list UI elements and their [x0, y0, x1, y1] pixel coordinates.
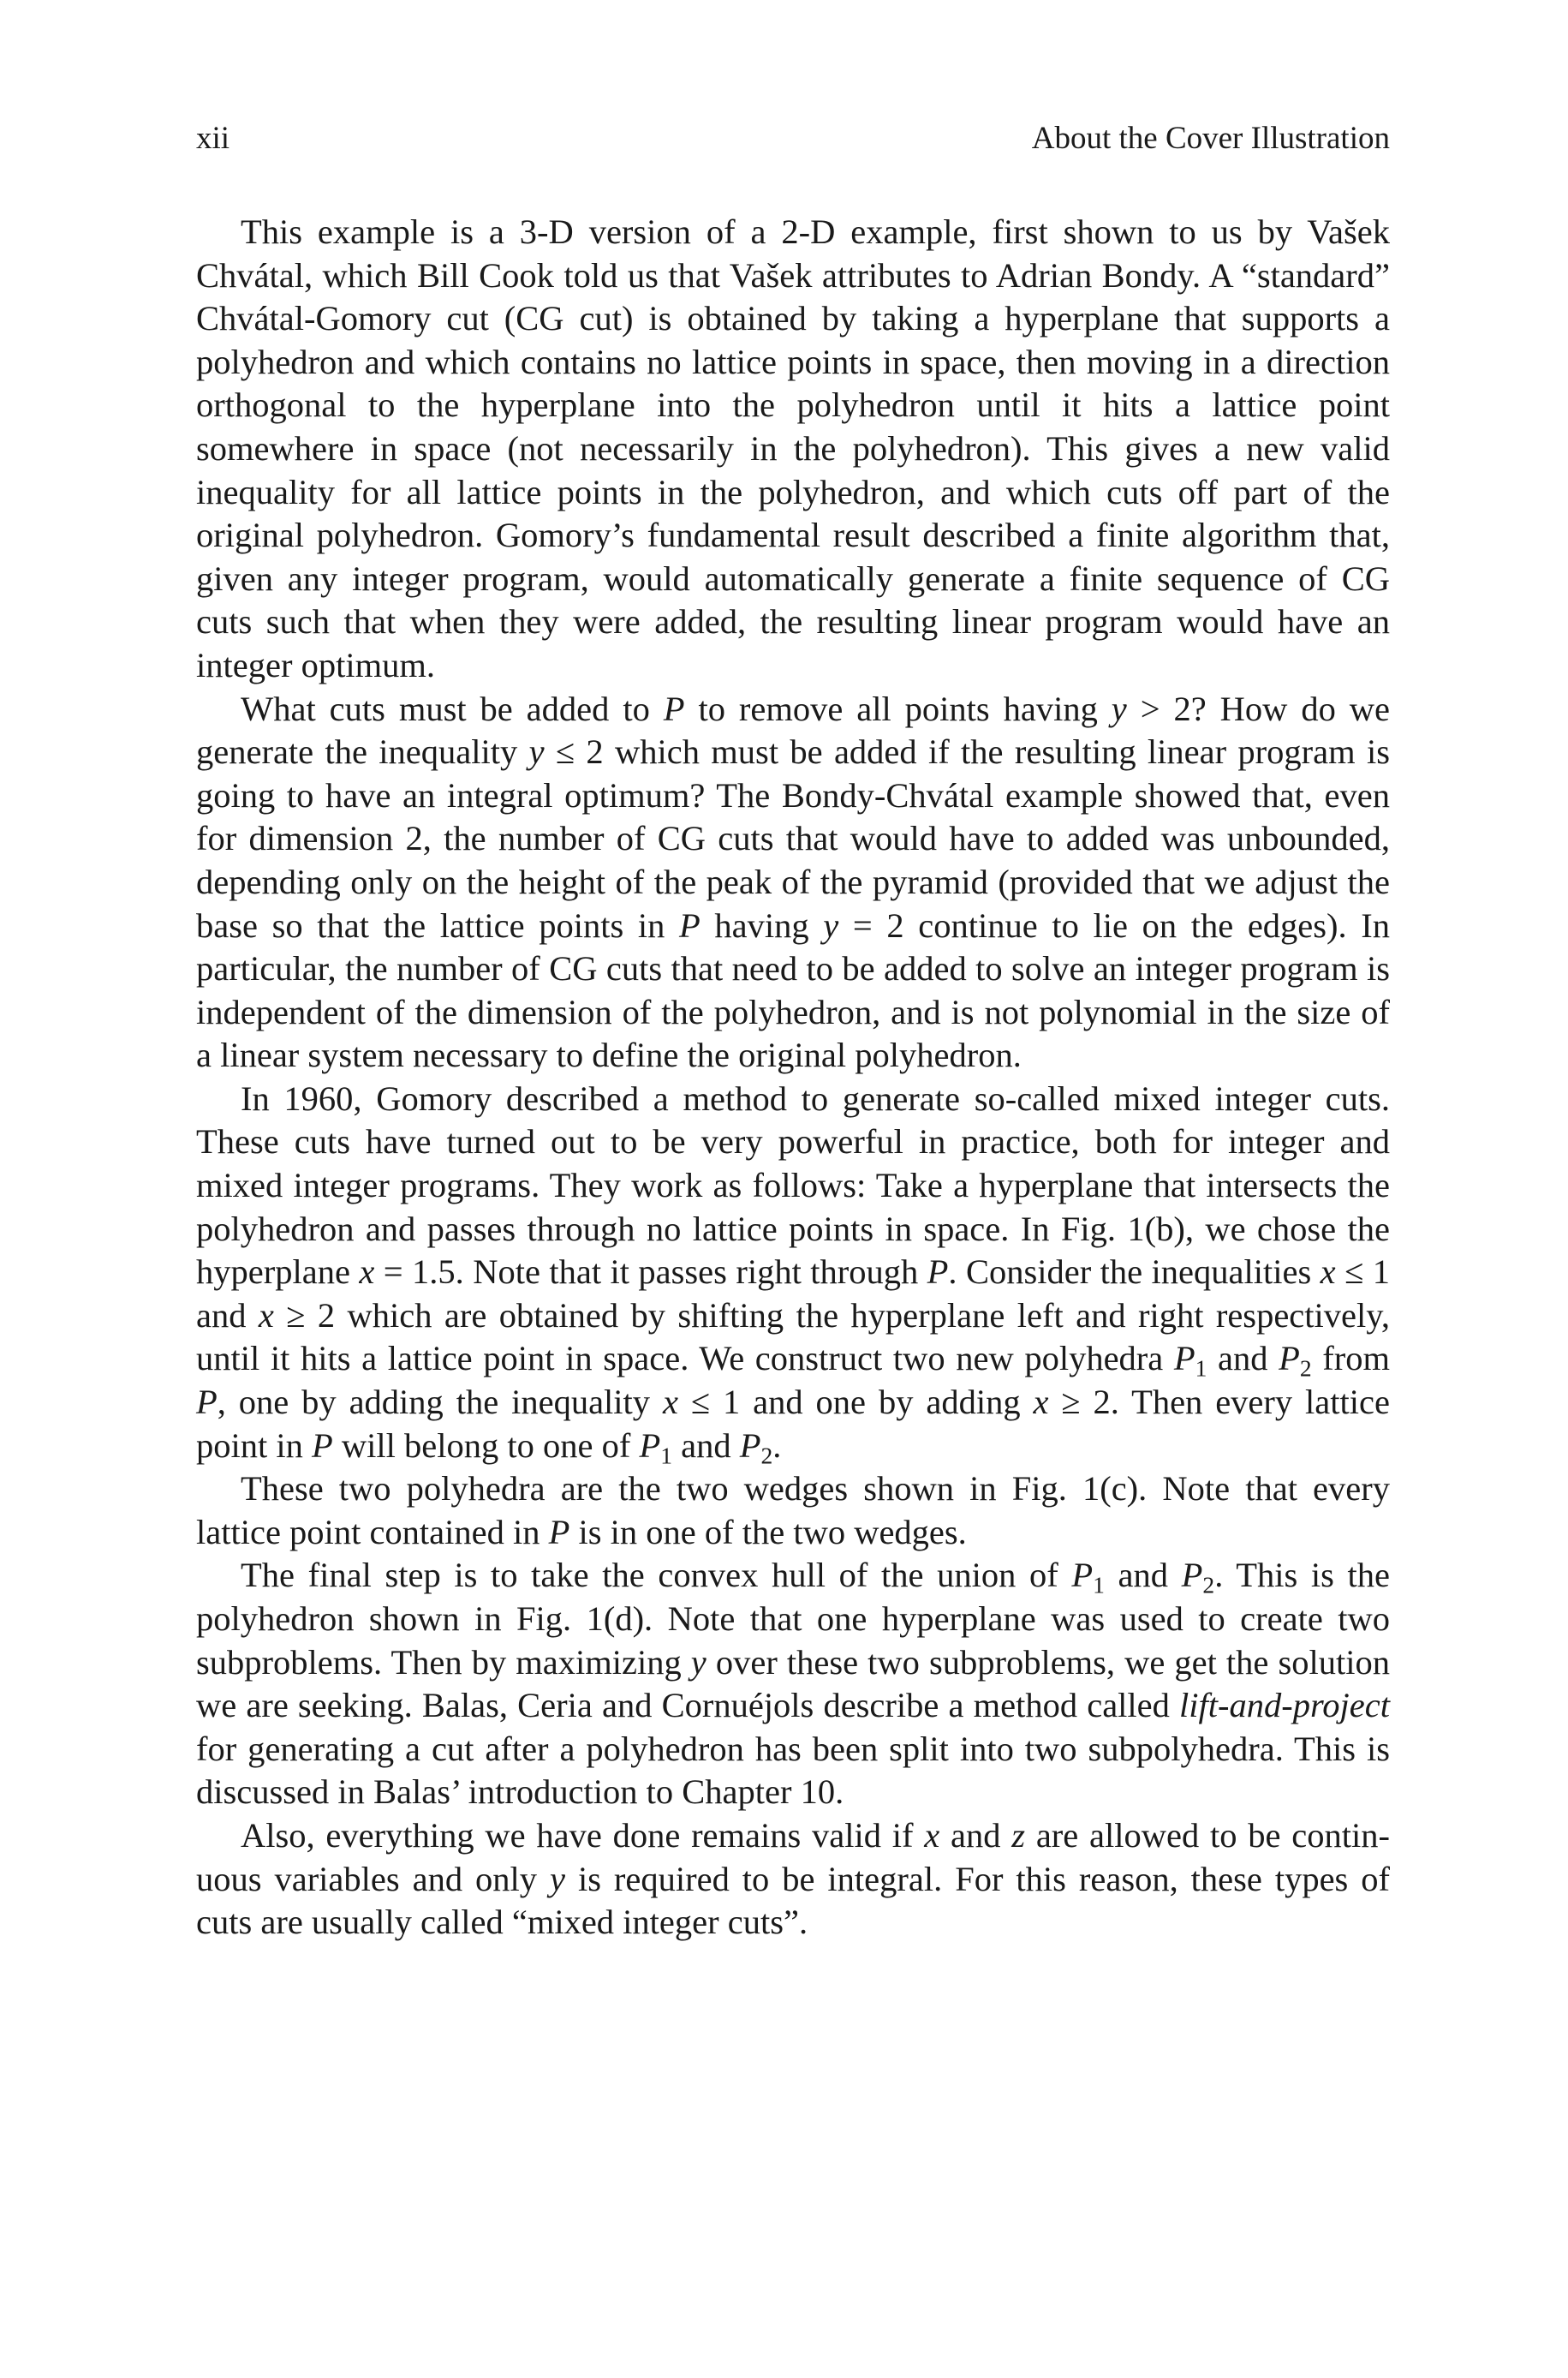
- running-title: About the Cover Illustration: [1031, 121, 1390, 156]
- math-var: P: [739, 1425, 761, 1465]
- math-var: x: [924, 1815, 940, 1855]
- math-var: z: [1011, 1815, 1026, 1855]
- math-var: P: [679, 905, 701, 945]
- text-run: and: [671, 1425, 740, 1465]
- text-run: These two polyhedra are the two wedges shown in Fig. 1(c). Note that every lattice point contained in: [196, 1469, 1390, 1551]
- paragraph-4: [196, 1467, 1390, 1554]
- paragraph-5: [196, 1554, 1390, 1814]
- text-run: ≥ 2 which are obtained by shifting the hyperplane left and right respectively, until it hits a lattice point in space. We construct two new polyhedra: [196, 1295, 1390, 1378]
- body-text: [196, 211, 1390, 1945]
- math-var: P: [1181, 1556, 1203, 1595]
- math-var: x: [1320, 1252, 1336, 1292]
- subscript: 2: [1299, 1355, 1312, 1383]
- paragraph-2: [196, 688, 1390, 1078]
- math-var: y: [1111, 689, 1127, 728]
- math-var: y: [528, 732, 545, 772]
- text-run: is required to be integral. For this reason, these types of cuts are usually called “mixed integer cuts”.: [196, 1859, 1391, 1942]
- text-run: and: [1104, 1556, 1182, 1595]
- text-run: ≤ 1 and: [196, 1252, 1390, 1335]
- subscript: 2: [760, 1442, 773, 1469]
- paragraph-6: [196, 1814, 1390, 1945]
- text-run: for generating a cut after a polyhedron has been split into two subpolyhedra. This is discussed in Balas’ introduction to Chapter 10.: [196, 1729, 1390, 1812]
- text-run: This example is a 3-D version of a 2-D example, first shown to us by Vašek Chvátal, which Bill Cook told us that Vašek attributes to Adrian Bondy. A “standard” Chvátal-Gomory cut (CG cut) is obtained by taking a hyperplane that supports a polyhedron and which contains no lattice points in space, then moving in a direction orthogonal to the hyperplane into the polyhedron until it hits a lattice point somewhere in space (not necessarily in the polyhedron). This gives a new valid inequality for all lattice points in the polyhedron, and which cuts off part of the original polyhedron. Gomory’s fundamental result described a finite algorithm that, given any integer program, would automatically generate a finite sequence of CG cuts such that when they were added, the resulting linear program would have an integer optimum.: [196, 212, 1390, 684]
- paragraph-1: [196, 211, 1390, 688]
- math-var: P: [663, 689, 685, 728]
- math-var: y: [550, 1859, 565, 1898]
- text-run: over these two subproblems, we get the solution we are seeking. Balas, Ceria and Cornuéjols describe a method called: [196, 1642, 1390, 1725]
- math-var: x: [359, 1252, 375, 1292]
- math-var: x: [662, 1383, 678, 1422]
- text-run: . Consider the inequalities: [948, 1252, 1321, 1292]
- text-run: > 2? How do we generate the inequality: [196, 689, 1390, 772]
- term-italic: lift-and-project: [1179, 1686, 1390, 1725]
- text-run: Also, everything we have done remains valid if: [241, 1815, 925, 1855]
- text-run: What cuts must be added to: [241, 689, 664, 728]
- subscript: 1: [660, 1442, 672, 1469]
- paragraph-3: [196, 1078, 1390, 1467]
- text-run: are allowed to be continuous variables and only: [196, 1815, 1390, 1898]
- text-run: In 1960, Gomory described a method to generate so-called mixed integer cuts. These cuts have turned out to be very powerful in practice, both for integer and mixed integer programs. They work as follows: Take a hyperplane that intersects the polyhedron and passes through no lattice points in space. In Fig. 1(b), we chose the hyperplane: [196, 1078, 1390, 1292]
- text-run: ≥ 2. Then every lattice point in: [196, 1383, 1390, 1465]
- subscript: 1: [1195, 1355, 1207, 1383]
- running-head: [196, 120, 1390, 158]
- text-run: = 1.5. Note that it passes right through: [374, 1252, 927, 1292]
- math-var: x: [1033, 1383, 1049, 1422]
- text-run: .: [772, 1425, 782, 1465]
- math-var: P: [548, 1512, 570, 1551]
- page-number: xii: [196, 121, 230, 156]
- text-run: The final step is to take the convex hull of the union of: [241, 1556, 1072, 1595]
- math-var: y: [823, 905, 839, 945]
- text-run: having: [700, 905, 824, 945]
- math-var: P: [196, 1383, 218, 1422]
- text-run: = 2 continue to lie on the edges). In particular, the number of CG cuts that need to be added to solve an integer program is independent of the dimension of the polyhedron, and is not polynomial in the size of a linear system necessary to define the original polyhedron.: [196, 905, 1391, 1075]
- math-var: x: [258, 1295, 274, 1335]
- text-run: , one by adding the inequality: [217, 1383, 663, 1422]
- text-run: to remove all points having: [684, 689, 1112, 728]
- text-run: is in one of the two wedges.: [569, 1512, 967, 1551]
- math-var: P: [639, 1425, 661, 1465]
- math-var: P: [1173, 1339, 1195, 1378]
- math-var: P: [1071, 1556, 1094, 1595]
- text-run: from: [1311, 1339, 1390, 1378]
- text-run: and: [1207, 1339, 1279, 1378]
- text-run: ≤ 2 which must be added if the resulting linear program is going to have an integral optimum? The Bondy-Chvátal example showed that, even for dimension 2, the number of CG cuts that would have to added was unbounded, depending only on the height of the peak of the pyramid (provided that we adjust the base so that the lattice points in: [196, 732, 1390, 945]
- subscript: 1: [1093, 1572, 1105, 1599]
- math-var: P: [927, 1252, 949, 1292]
- text-run: and: [939, 1815, 1012, 1855]
- text-run: will belong to one of: [332, 1425, 640, 1465]
- text-run: . This is the polyhedron shown in Fig. 1(d). Note that one hyperplane was used to create two subproblems. Then by maximizing: [196, 1556, 1391, 1682]
- text-run: ≤ 1 and one by adding: [677, 1383, 1034, 1422]
- subscript: 2: [1202, 1572, 1215, 1599]
- math-var: y: [690, 1642, 706, 1682]
- math-var: P: [1279, 1339, 1300, 1378]
- page: [196, 120, 1390, 1945]
- math-var: P: [312, 1425, 333, 1465]
